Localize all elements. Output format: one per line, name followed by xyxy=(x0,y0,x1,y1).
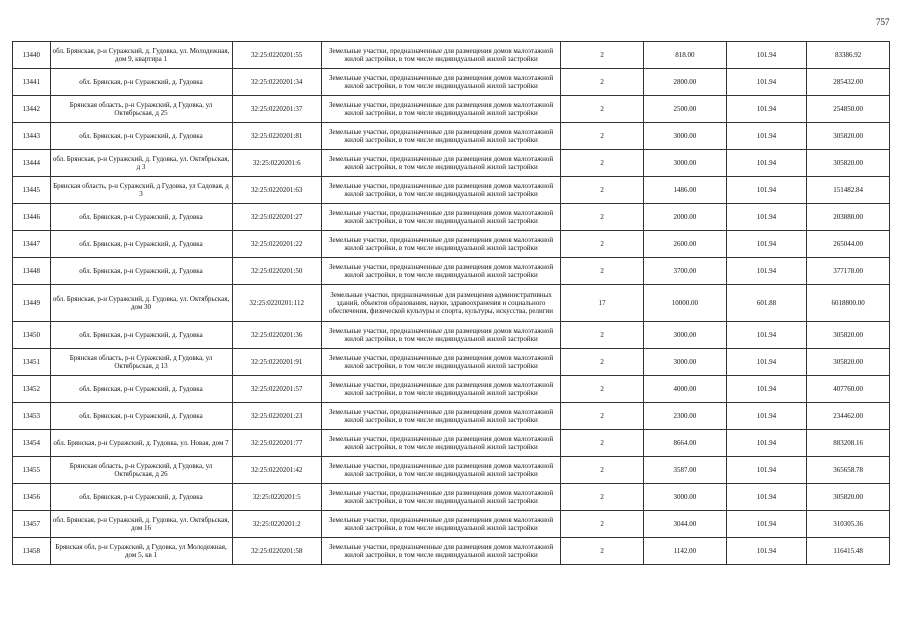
table-row xyxy=(13,123,890,150)
address-cell: обл. Брянская, р-н Суражский, д. Гудовка xyxy=(50,123,232,150)
cadastral-number-cell: 32:25:0220201:91 xyxy=(232,349,321,376)
specific-value-cell: 101.94 xyxy=(726,457,807,484)
cadastral-number-cell: 32:25:0220201:58 xyxy=(232,538,321,565)
row-number-cell: 13458 xyxy=(13,538,51,565)
category-cell: 2 xyxy=(561,403,644,430)
permitted-use-cell: Земельные участки, предназначенные для размещения домов малоэтажной жилой застройки, в том числе индивидуальной жилой застройки xyxy=(321,349,560,376)
permitted-use-cell: Земельные участки, предназначенные для размещения домов малоэтажной жилой застройки, в том числе индивидуальной жилой застройки xyxy=(321,69,560,96)
row-number-cell: 13449 xyxy=(13,285,51,322)
area-cell: 2000.00 xyxy=(643,204,726,231)
row-number-cell: 13450 xyxy=(13,322,51,349)
address-cell: Брянская обл, р-н Суражский, д Гудовка, ул Молодежная, дом 5, кв 1 xyxy=(50,538,232,565)
table-row xyxy=(13,511,890,538)
table-row xyxy=(13,177,890,204)
specific-value-cell: 101.94 xyxy=(726,150,807,177)
area-cell: 3000.00 xyxy=(643,123,726,150)
row-number-cell: 13452 xyxy=(13,376,51,403)
permitted-use-cell: Земельные участки, предназначенные для размещения домов малоэтажной жилой застройки, в том числе индивидуальной жилой застройки xyxy=(321,231,560,258)
permitted-use-cell: Земельные участки, предназначенные для размещения домов малоэтажной жилой застройки, в том числе индивидуальной жилой застройки xyxy=(321,123,560,150)
row-number-cell: 13455 xyxy=(13,457,51,484)
area-cell: 3700.00 xyxy=(643,258,726,285)
row-number-cell: 13446 xyxy=(13,204,51,231)
table-row xyxy=(13,457,890,484)
cadastral-value-cell: 6018800.00 xyxy=(807,285,890,322)
category-cell: 2 xyxy=(561,96,644,123)
permitted-use-cell: Земельные участки, предназначенные для размещения домов малоэтажной жилой застройки, в том числе индивидуальной жилой застройки xyxy=(321,511,560,538)
address-cell: обл. Брянская, р-н Суражский, д. Гудовка xyxy=(50,204,232,231)
category-cell: 2 xyxy=(561,457,644,484)
area-cell: 8664.00 xyxy=(643,430,726,457)
cadastral-value-cell: 305820.00 xyxy=(807,123,890,150)
cadastral-value-cell: 305820.00 xyxy=(807,484,890,511)
cadastral-value-cell: 305820.00 xyxy=(807,322,890,349)
area-cell: 818.00 xyxy=(643,42,726,69)
row-number-cell: 13447 xyxy=(13,231,51,258)
category-cell: 2 xyxy=(561,484,644,511)
area-cell: 2600.00 xyxy=(643,231,726,258)
cadastral-number-cell: 32:25:0220201:23 xyxy=(232,403,321,430)
permitted-use-cell: Земельные участки, предназначенные для размещения домов малоэтажной жилой застройки, в том числе индивидуальной жилой застройки xyxy=(321,150,560,177)
category-cell: 2 xyxy=(561,322,644,349)
cadastral-number-cell: 32:25:0220201:5 xyxy=(232,484,321,511)
table-row xyxy=(13,376,890,403)
specific-value-cell: 101.94 xyxy=(726,204,807,231)
address-cell: обл. Брянская, р-н Суражский, д. Гудовка xyxy=(50,322,232,349)
address-cell: Брянская область, р-н Суражский, д Гудовка, ул Октябрьская, д 26 xyxy=(50,457,232,484)
cadastral-number-cell: 32:25:0220201:50 xyxy=(232,258,321,285)
cadastral-value-cell: 365658.78 xyxy=(807,457,890,484)
row-number-cell: 13454 xyxy=(13,430,51,457)
area-cell: 3000.00 xyxy=(643,484,726,511)
table-row xyxy=(13,231,890,258)
area-cell: 2800.00 xyxy=(643,69,726,96)
table-row xyxy=(13,204,890,231)
address-cell: обл. Брянская, р-н Суражский, д. Гудовка, ул. Новая, дом 7 xyxy=(50,430,232,457)
category-cell: 2 xyxy=(561,376,644,403)
category-cell: 2 xyxy=(561,204,644,231)
table-row xyxy=(13,96,890,123)
table-row xyxy=(13,484,890,511)
address-cell: обл. Брянская, р-н Суражский, д. Гудовка xyxy=(50,231,232,258)
permitted-use-cell: Земельные участки, предназначенные для размещения домов малоэтажной жилой застройки, в том числе индивидуальной жилой застройки xyxy=(321,376,560,403)
page-number: 757 xyxy=(876,17,890,27)
table-row xyxy=(13,538,890,565)
specific-value-cell: 101.94 xyxy=(726,231,807,258)
cadastral-value-cell: 234462.00 xyxy=(807,403,890,430)
permitted-use-cell: Земельные участки, предназначенные для размещения домов малоэтажной жилой застройки, в том числе индивидуальной жилой застройки xyxy=(321,322,560,349)
permitted-use-cell: Земельные участки, предназначенные для размещения домов малоэтажной жилой застройки, в том числе индивидуальной жилой застройки xyxy=(321,538,560,565)
address-cell: обл. Брянская, р-н Суражский, д. Гудовка xyxy=(50,69,232,96)
cadastral-number-cell: 32:25:0220201:55 xyxy=(232,42,321,69)
specific-value-cell: 101.94 xyxy=(726,69,807,96)
specific-value-cell: 101.94 xyxy=(726,96,807,123)
row-number-cell: 13456 xyxy=(13,484,51,511)
table-row xyxy=(13,322,890,349)
land-plots-table xyxy=(12,41,890,565)
cadastral-value-cell: 116415.48 xyxy=(807,538,890,565)
table-row xyxy=(13,349,890,376)
specific-value-cell: 101.94 xyxy=(726,376,807,403)
category-cell: 2 xyxy=(561,258,644,285)
category-cell: 2 xyxy=(561,511,644,538)
specific-value-cell: 101.94 xyxy=(726,484,807,511)
table-row xyxy=(13,150,890,177)
table-body xyxy=(13,42,890,565)
permitted-use-cell: Земельные участки, предназначенные для размещения домов малоэтажной жилой застройки, в том числе индивидуальной жилой застройки xyxy=(321,457,560,484)
permitted-use-cell: Земельные участки, предназначенные для размещения домов малоэтажной жилой застройки, в том числе индивидуальной жилой застройки xyxy=(321,96,560,123)
cadastral-value-cell: 305820.00 xyxy=(807,150,890,177)
area-cell: 1486.00 xyxy=(643,177,726,204)
specific-value-cell: 101.94 xyxy=(726,403,807,430)
cadastral-number-cell: 32:25:0220201:22 xyxy=(232,231,321,258)
category-cell: 2 xyxy=(561,150,644,177)
category-cell: 2 xyxy=(561,177,644,204)
table-row xyxy=(13,258,890,285)
cadastral-value-cell: 285432.00 xyxy=(807,69,890,96)
table-row xyxy=(13,430,890,457)
cadastral-value-cell: 83386.92 xyxy=(807,42,890,69)
cadastral-number-cell: 32:25:0220201:42 xyxy=(232,457,321,484)
permitted-use-cell: Земельные участки, предназначенные для размещения домов малоэтажной жилой застройки, в том числе индивидуальной жилой застройки xyxy=(321,430,560,457)
address-cell: обл. Брянская, р-н Суражский, д. Гудовка xyxy=(50,484,232,511)
area-cell: 3000.00 xyxy=(643,322,726,349)
specific-value-cell: 101.94 xyxy=(726,123,807,150)
address-cell: обл. Брянская, р-н Суражский, д. Гудовка, ул. Октябрьская, дом 30 xyxy=(50,285,232,322)
area-cell: 3587.00 xyxy=(643,457,726,484)
table-row xyxy=(13,285,890,322)
address-cell: обл. Брянская, р-н Суражский, д. Гудовка xyxy=(50,258,232,285)
cadastral-value-cell: 407760.00 xyxy=(807,376,890,403)
permitted-use-cell: Земельные участки, предназначенные для размещения административных зданий, объектов образования, науки, здравоохранения и социального обеспечения, физической культуры и спорта, культуры, искусства, религии xyxy=(321,285,560,322)
address-cell: обл. Брянская, р-н Суражский, д. Гудовка xyxy=(50,403,232,430)
category-cell: 2 xyxy=(561,231,644,258)
area-cell: 3000.00 xyxy=(643,349,726,376)
table-row xyxy=(13,42,890,69)
cadastral-number-cell: 32:25:0220201:27 xyxy=(232,204,321,231)
address-cell: Брянская область, р-н Суражский, д Гудовка, ул Октябрьская, д 25 xyxy=(50,96,232,123)
cadastral-number-cell: 32:25:0220201:57 xyxy=(232,376,321,403)
address-cell: обл. Брянская, р-н Суражский, д. Гудовка, ул. Октябрьская, д 3 xyxy=(50,150,232,177)
cadastral-value-cell: 305820.00 xyxy=(807,349,890,376)
area-cell: 2300.00 xyxy=(643,403,726,430)
cadastral-value-cell: 310305.36 xyxy=(807,511,890,538)
specific-value-cell: 101.94 xyxy=(726,177,807,204)
table-row xyxy=(13,403,890,430)
row-number-cell: 13441 xyxy=(13,69,51,96)
address-cell: обл. Брянская, р-н Суражский, д. Гудовка, ул. Молодежная, дом 9, квартира 1 xyxy=(50,42,232,69)
area-cell: 1142.00 xyxy=(643,538,726,565)
category-cell: 2 xyxy=(561,538,644,565)
cadastral-number-cell: 32:25:0220201:6 xyxy=(232,150,321,177)
category-cell: 17 xyxy=(561,285,644,322)
row-number-cell: 13451 xyxy=(13,349,51,376)
address-cell: Брянская область, р-н Суражский, д Гудовка, ул Садовая, д 3 xyxy=(50,177,232,204)
cadastral-number-cell: 32:25:0220201:37 xyxy=(232,96,321,123)
permitted-use-cell: Земельные участки, предназначенные для размещения домов малоэтажной жилой застройки, в том числе индивидуальной жилой застройки xyxy=(321,177,560,204)
specific-value-cell: 101.94 xyxy=(726,538,807,565)
cadastral-number-cell: 32:25:0220201:63 xyxy=(232,177,321,204)
row-number-cell: 13445 xyxy=(13,177,51,204)
cadastral-number-cell: 32:25:0220201:81 xyxy=(232,123,321,150)
category-cell: 2 xyxy=(561,430,644,457)
permitted-use-cell: Земельные участки, предназначенные для размещения домов малоэтажной жилой застройки, в том числе индивидуальной жилой застройки xyxy=(321,403,560,430)
cadastral-value-cell: 151482.84 xyxy=(807,177,890,204)
cadastral-value-cell: 203880.00 xyxy=(807,204,890,231)
specific-value-cell: 601.88 xyxy=(726,285,807,322)
address-cell: обл. Брянская, р-н Суражский, д. Гудовка, ул. Октябрьская, дом 16 xyxy=(50,511,232,538)
area-cell: 3044.00 xyxy=(643,511,726,538)
address-cell: обл. Брянская, р-н Суражский, д. Гудовка xyxy=(50,376,232,403)
category-cell: 2 xyxy=(561,349,644,376)
cadastral-number-cell: 32:25:0220201:112 xyxy=(232,285,321,322)
category-cell: 2 xyxy=(561,42,644,69)
row-number-cell: 13442 xyxy=(13,96,51,123)
table-row xyxy=(13,69,890,96)
permitted-use-cell: Земельные участки, предназначенные для размещения домов малоэтажной жилой застройки, в том числе индивидуальной жилой застройки xyxy=(321,258,560,285)
cadastral-number-cell: 32:25:0220201:2 xyxy=(232,511,321,538)
row-number-cell: 13444 xyxy=(13,150,51,177)
row-number-cell: 13453 xyxy=(13,403,51,430)
specific-value-cell: 101.94 xyxy=(726,322,807,349)
row-number-cell: 13440 xyxy=(13,42,51,69)
area-cell: 3000.00 xyxy=(643,150,726,177)
specific-value-cell: 101.94 xyxy=(726,349,807,376)
cadastral-value-cell: 377178.00 xyxy=(807,258,890,285)
area-cell: 4000.00 xyxy=(643,376,726,403)
row-number-cell: 13457 xyxy=(13,511,51,538)
specific-value-cell: 101.94 xyxy=(726,258,807,285)
area-cell: 10000.00 xyxy=(643,285,726,322)
specific-value-cell: 101.94 xyxy=(726,42,807,69)
row-number-cell: 13443 xyxy=(13,123,51,150)
permitted-use-cell: Земельные участки, предназначенные для размещения домов малоэтажной жилой застройки, в том числе индивидуальной жилой застройки xyxy=(321,42,560,69)
cadastral-value-cell: 265044.00 xyxy=(807,231,890,258)
cadastral-number-cell: 32:25:0220201:36 xyxy=(232,322,321,349)
specific-value-cell: 101.94 xyxy=(726,511,807,538)
cadastral-value-cell: 254850.00 xyxy=(807,96,890,123)
category-cell: 2 xyxy=(561,123,644,150)
category-cell: 2 xyxy=(561,69,644,96)
cadastral-number-cell: 32:25:0220201:34 xyxy=(232,69,321,96)
address-cell: Брянская область, р-н Суражский, д Гудовка, ул Октябрьская, д 13 xyxy=(50,349,232,376)
permitted-use-cell: Земельные участки, предназначенные для размещения домов малоэтажной жилой застройки, в том числе индивидуальной жилой застройки xyxy=(321,204,560,231)
permitted-use-cell: Земельные участки, предназначенные для размещения домов малоэтажной жилой застройки, в том числе индивидуальной жилой застройки xyxy=(321,484,560,511)
cadastral-value-cell: 883208.16 xyxy=(807,430,890,457)
specific-value-cell: 101.94 xyxy=(726,430,807,457)
cadastral-number-cell: 32:25:0220201:77 xyxy=(232,430,321,457)
area-cell: 2500.00 xyxy=(643,96,726,123)
row-number-cell: 13448 xyxy=(13,258,51,285)
